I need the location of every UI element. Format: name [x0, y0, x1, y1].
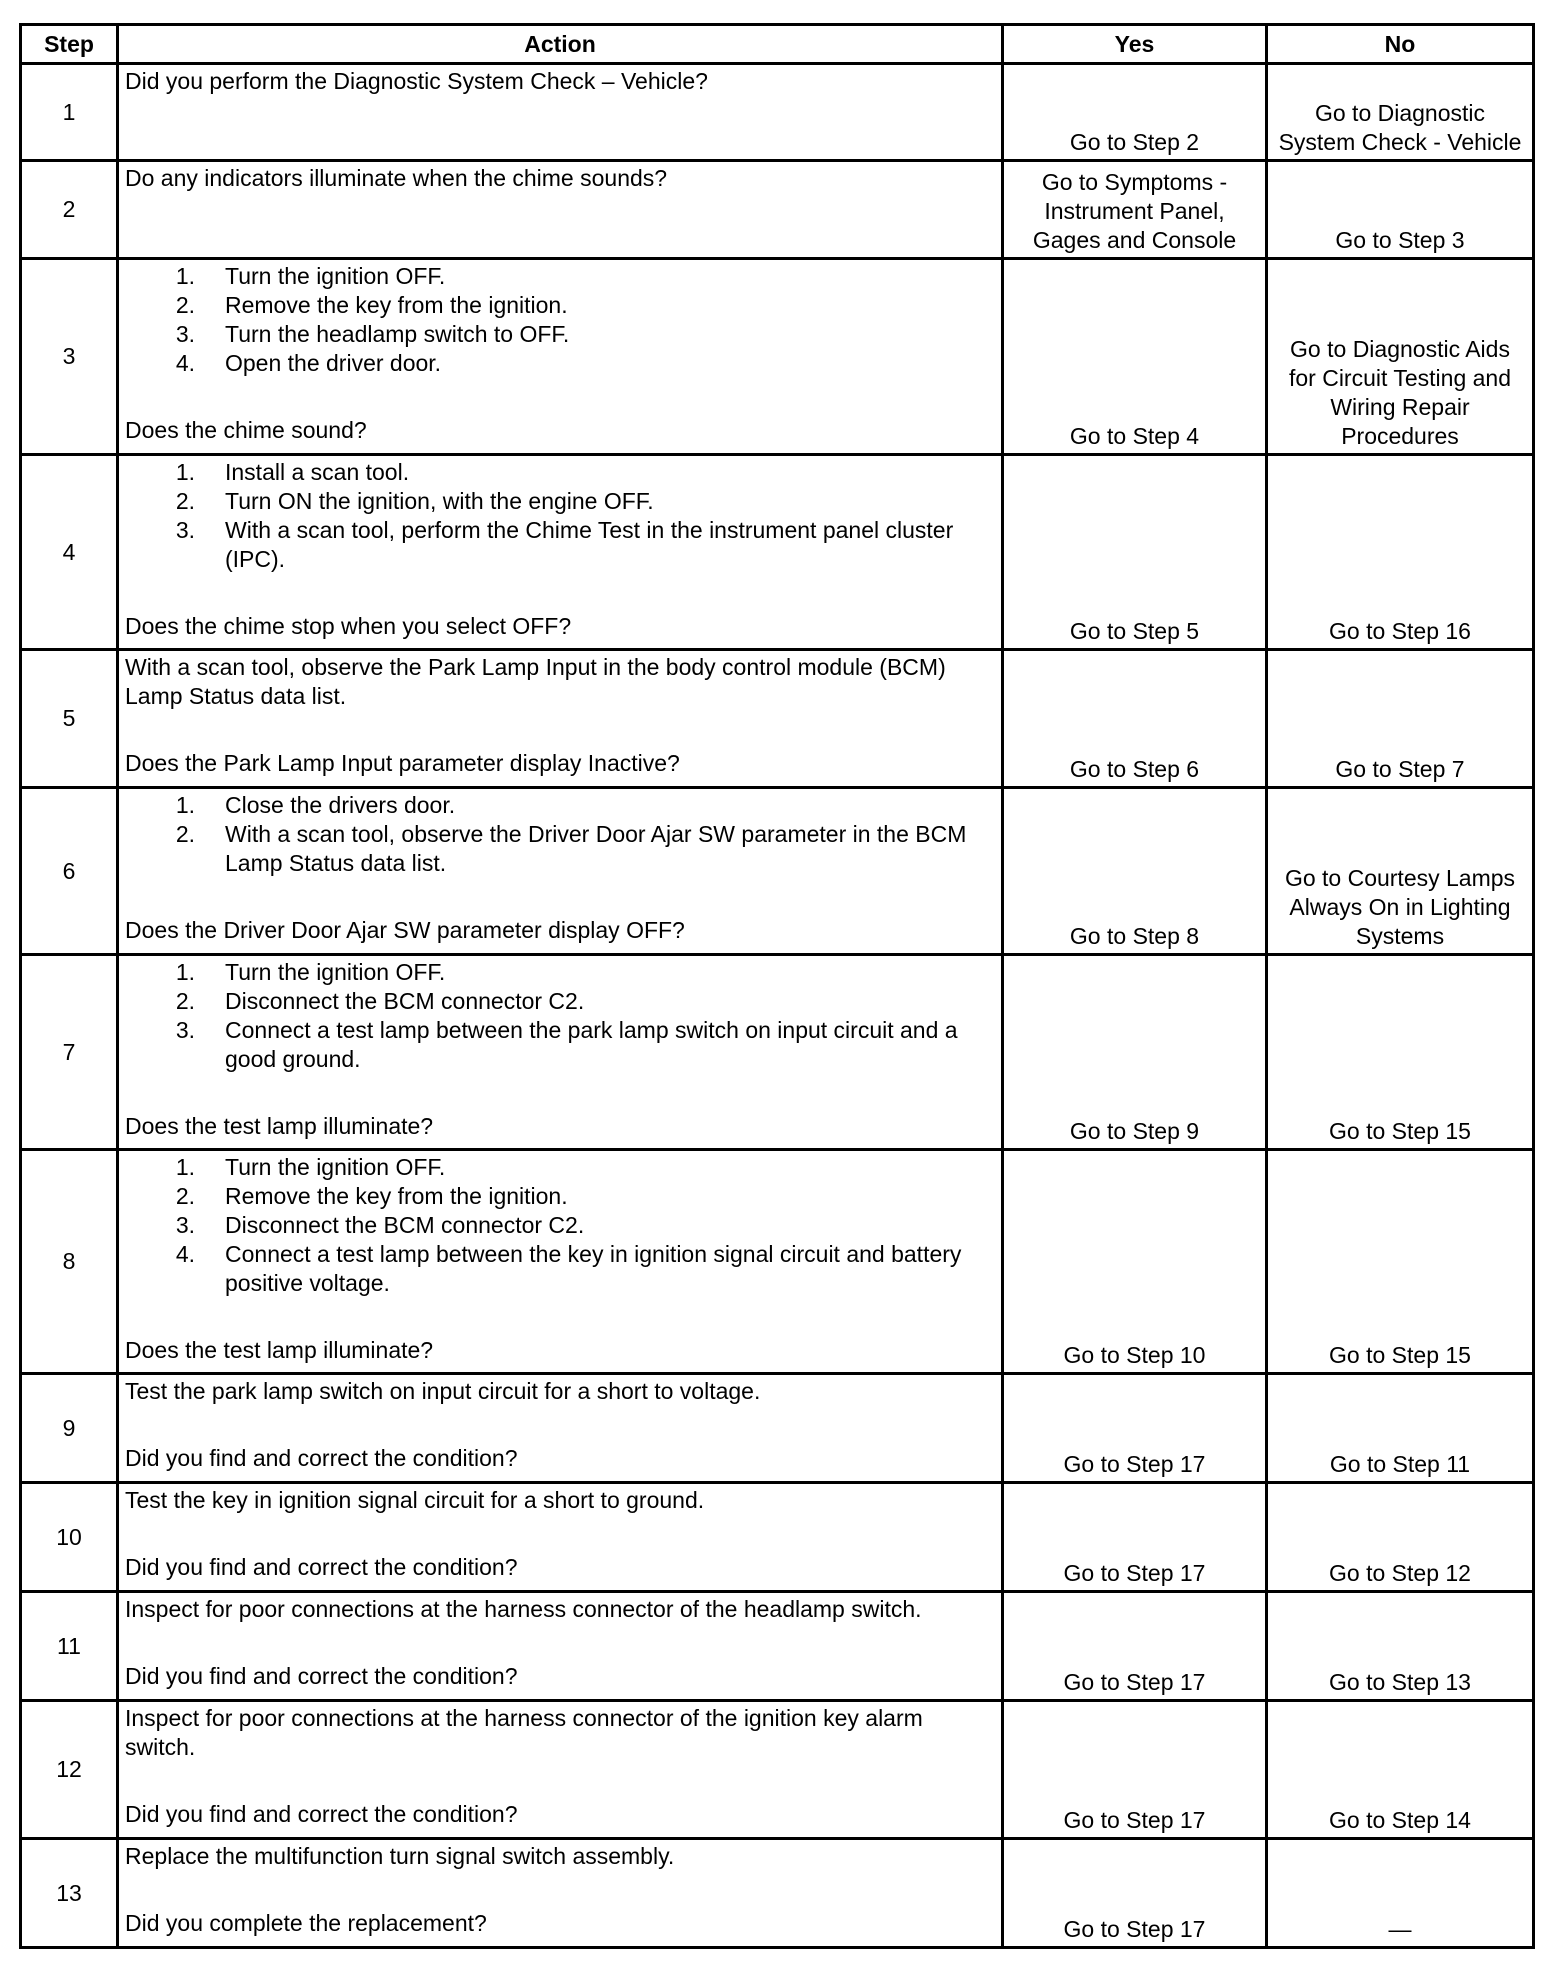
action-cell	[118, 1483, 1003, 1592]
action-text: With a scan tool, observe the Park Lamp Input in the body control module (BCM) Lamp Status data list.	[125, 654, 946, 709]
no-result: Go to Diagnostic System Check - Vehicle	[1267, 64, 1534, 161]
step-number: 6	[21, 788, 118, 955]
action-text: Test the key in ignition signal circuit for a short to ground.	[125, 1487, 705, 1513]
step-number: 9	[21, 1374, 118, 1483]
list-item: 1. Close the drivers door.	[175, 792, 456, 818]
no-result: Go to Step 14	[1267, 1701, 1534, 1839]
action-question: Does the Park Lamp Input parameter display Inactive?	[125, 750, 680, 776]
action-steps-list	[125, 458, 995, 574]
yes-result: Go to Symptoms - Instrument Panel, Gages and Console	[1003, 161, 1267, 259]
list-item: 2. Remove the key from the ignition.	[175, 292, 568, 318]
action-steps-list	[125, 262, 995, 378]
action-cell	[118, 259, 1003, 455]
action-cell	[118, 1150, 1003, 1374]
header-yes: Yes	[1003, 25, 1267, 64]
no-result: Go to Step 13	[1267, 1592, 1534, 1701]
list-item: 3. Connect a test lamp between the park lamp switch on input circuit and a good ground.	[175, 1017, 958, 1072]
step-number: 12	[21, 1701, 118, 1839]
diagnostic-table	[19, 23, 1535, 1949]
action-question: Does the chime stop when you select OFF?	[125, 613, 572, 639]
list-item: 2. Remove the key from the ignition.	[175, 1183, 568, 1209]
no-result: Go to Diagnostic Aids for Circuit Testing and Wiring Repair Procedures	[1267, 259, 1534, 455]
step-number: 1	[21, 64, 118, 161]
no-result: Go to Step 16	[1267, 455, 1534, 650]
action-question: Did you find and correct the condition?	[125, 1554, 518, 1580]
table-row	[21, 1374, 1534, 1483]
step-number: 3	[21, 259, 118, 455]
action-cell	[118, 650, 1003, 788]
action-question: Did you find and correct the condition?	[125, 1801, 518, 1827]
action-question: Did you find and correct the condition?	[125, 1445, 518, 1471]
table-row	[21, 1839, 1534, 1948]
table-row	[21, 64, 1534, 161]
action-cell	[118, 955, 1003, 1150]
action-question: Does the test lamp illuminate?	[125, 1337, 434, 1363]
yes-result: Go to Step 5	[1003, 455, 1267, 650]
action-text: Inspect for poor connections at the harness connector of the headlamp switch.	[125, 1596, 922, 1622]
action-cell	[118, 455, 1003, 650]
step-number: 10	[21, 1483, 118, 1592]
list-item: 3. Disconnect the BCM connector C2.	[175, 1212, 585, 1238]
list-item: 1. Turn the ignition OFF.	[175, 959, 446, 985]
step-number: 4	[21, 455, 118, 650]
action-text: Test the park lamp switch on input circuit for a short to voltage.	[125, 1378, 761, 1404]
header-row	[21, 25, 1534, 64]
list-item: 2. With a scan tool, observe the Driver Door Ajar SW parameter in the BCM Lamp Status data list.	[175, 821, 967, 876]
no-result: Go to Step 15	[1267, 1150, 1534, 1374]
yes-result: Go to Step 17	[1003, 1374, 1267, 1483]
table-row	[21, 788, 1534, 955]
table-row	[21, 259, 1534, 455]
no-result: Go to Courtesy Lamps Always On in Lighting Systems	[1267, 788, 1534, 955]
step-number: 13	[21, 1839, 118, 1948]
action-cell	[118, 788, 1003, 955]
list-item: 2. Turn ON the ignition, with the engine OFF.	[175, 488, 654, 514]
action-cell	[118, 1701, 1003, 1839]
action-text: Replace the multifunction turn signal switch assembly.	[125, 1843, 675, 1869]
step-number: 2	[21, 161, 118, 259]
action-cell	[118, 1374, 1003, 1483]
list-item: 3. With a scan tool, perform the Chime Test in the instrument panel cluster (IPC).	[175, 517, 954, 572]
table-row	[21, 650, 1534, 788]
list-item: 4. Open the driver door.	[175, 350, 442, 376]
action-steps-list	[125, 791, 995, 878]
table-row	[21, 1150, 1534, 1374]
list-item: 1. Install a scan tool.	[175, 459, 410, 485]
action-cell	[118, 64, 1003, 161]
list-item: 4. Connect a test lamp between the key in ignition signal circuit and battery positive voltage.	[175, 1241, 962, 1296]
list-item: 1. Turn the ignition OFF.	[175, 263, 446, 289]
step-number: 7	[21, 955, 118, 1150]
list-item: 2. Disconnect the BCM connector C2.	[175, 988, 585, 1014]
action-text: Inspect for poor connections at the harness connector of the ignition key alarm switch.	[125, 1705, 923, 1760]
action-cell	[118, 1592, 1003, 1701]
no-result: Go to Step 12	[1267, 1483, 1534, 1592]
action-cell	[118, 161, 1003, 259]
table-row	[21, 1701, 1534, 1839]
header-action: Action	[118, 25, 1003, 64]
action-question: Does the test lamp illuminate?	[125, 1113, 434, 1139]
action-steps-list	[125, 958, 995, 1074]
yes-result: Go to Step 6	[1003, 650, 1267, 788]
action-text: Do any indicators illuminate when the chime sounds?	[125, 165, 668, 191]
yes-result: Go to Step 10	[1003, 1150, 1267, 1374]
no-result: Go to Step 3	[1267, 161, 1534, 259]
no-result: Go to Step 15	[1267, 955, 1534, 1150]
action-question: Does the chime sound?	[125, 417, 367, 443]
header-no: No	[1267, 25, 1534, 64]
table-row	[21, 1483, 1534, 1592]
list-item: 3. Turn the headlamp switch to OFF.	[175, 321, 570, 347]
action-question: Does the Driver Door Ajar SW parameter display OFF?	[125, 917, 685, 943]
step-number: 5	[21, 650, 118, 788]
table-row	[21, 1592, 1534, 1701]
yes-result: Go to Step 8	[1003, 788, 1267, 955]
yes-result: Go to Step 17	[1003, 1592, 1267, 1701]
action-steps-list	[125, 1153, 995, 1298]
table-row	[21, 955, 1534, 1150]
no-result: Go to Step 7	[1267, 650, 1534, 788]
yes-result: Go to Step 2	[1003, 64, 1267, 161]
table-row	[21, 455, 1534, 650]
no-result: —	[1267, 1839, 1534, 1948]
action-cell	[118, 1839, 1003, 1948]
action-question: Did you find and correct the condition?	[125, 1663, 518, 1689]
yes-result: Go to Step 17	[1003, 1839, 1267, 1948]
list-item: 1. Turn the ignition OFF.	[175, 1154, 446, 1180]
step-number: 11	[21, 1592, 118, 1701]
yes-result: Go to Step 17	[1003, 1483, 1267, 1592]
yes-result: Go to Step 4	[1003, 259, 1267, 455]
yes-result: Go to Step 17	[1003, 1701, 1267, 1839]
yes-result: Go to Step 9	[1003, 955, 1267, 1150]
step-number: 8	[21, 1150, 118, 1374]
action-question: Did you complete the replacement?	[125, 1910, 487, 1936]
header-step: Step	[21, 25, 118, 64]
table-row	[21, 161, 1534, 259]
no-result: Go to Step 11	[1267, 1374, 1534, 1483]
action-text: Did you perform the Diagnostic System Check – Vehicle?	[125, 68, 708, 94]
